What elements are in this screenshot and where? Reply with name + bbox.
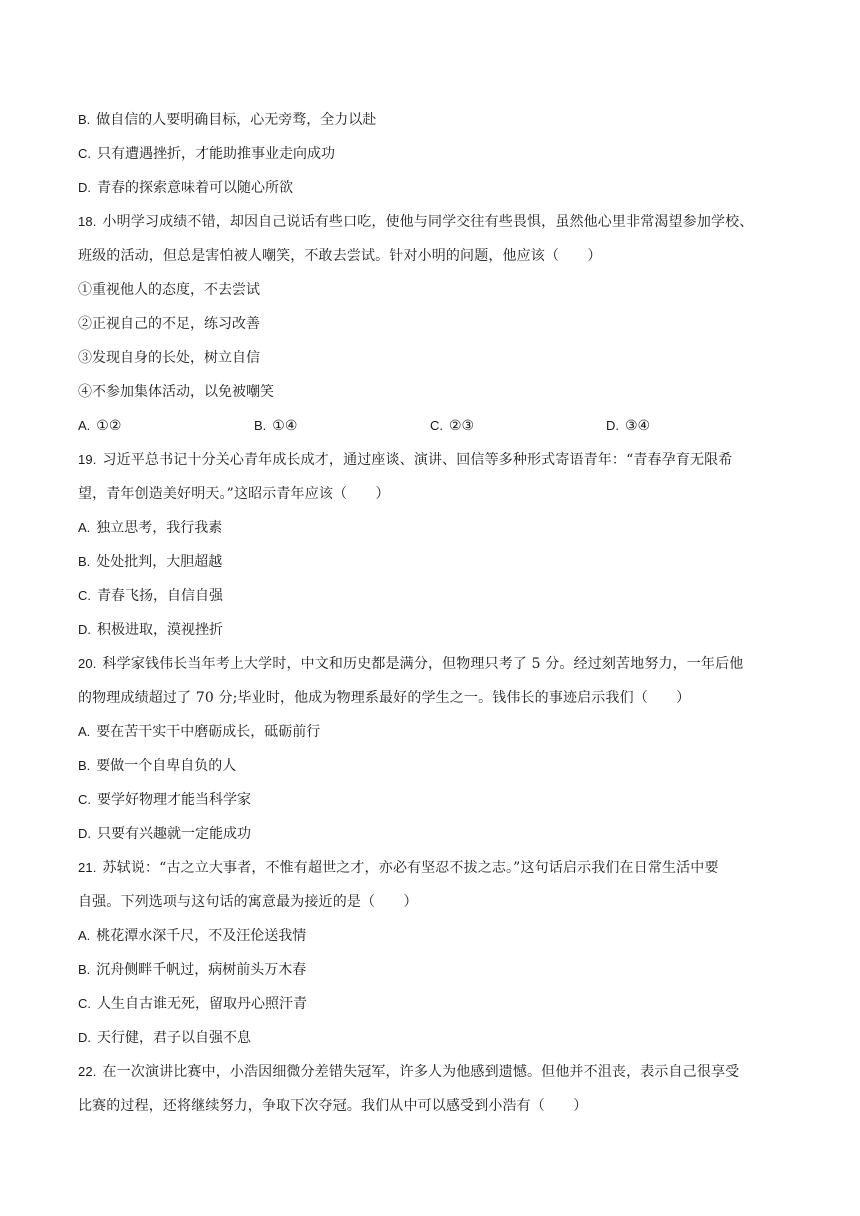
q17-option-d <box>78 178 784 198</box>
question-text: 望，青年创造美好明天。”这昭示青年应该（ ） <box>78 486 390 502</box>
question-number: 21. <box>78 860 97 875</box>
q18-statement-4: ④不参加集体活动，以免被嘲笑 <box>78 384 274 400</box>
question-number: 18. <box>78 214 97 229</box>
q22-stem-line-1 <box>78 1062 784 1082</box>
q21-option-b: B. 沉舟侧畔千帆过，病树前头万木春 <box>78 962 307 978</box>
question-number: 19. <box>78 452 97 467</box>
q19-option-d: D. 积极进取，漠视挫折 <box>78 622 223 638</box>
q19-option-a: A. 独立思考，我行我素 <box>78 520 223 536</box>
q21-option-d: D. 天行健，君子以自强不息 <box>78 1030 251 1046</box>
q18-statement-3: ③发现自身的长处，树立自信 <box>78 350 260 366</box>
q18-statement-1: ①重视他人的态度，不去尝试 <box>78 282 260 298</box>
question-text: 苏轼说：“古之立大事者，不惟有超世之才，亦必有坚忍不拔之志。”这句话启示我们在日常生活中要 <box>102 860 719 876</box>
q18-stem-line-2 <box>78 246 784 266</box>
question-number: 20. <box>78 656 97 671</box>
q20-option-c: C. 要学好物理才能当科学家 <box>78 792 251 808</box>
q20-option-a: A. 要在苦干实干中磨砺成长，砥砺前行 <box>78 724 321 740</box>
q19-stem-line-2 <box>78 484 784 504</box>
q17-option-c <box>78 144 784 164</box>
q18-statement-2: ②正视自己的不足，练习改善 <box>78 316 260 332</box>
q20-option-b: B. 要做一个自卑自负的人 <box>78 758 237 774</box>
question-text: 的物理成绩超过了 70 分;毕业时，他成为物理系最好的学生之一。钱伟长的事迹启示我们（ ） <box>78 690 691 706</box>
question-text: 班级的活动，但总是害怕被人嘲笑，不敢去尝试。针对小明的问题，他应该（ ） <box>78 248 602 264</box>
q17-option-b <box>78 110 784 130</box>
q21-option-c: C. 人生自古谁无死，留取丹心照汗青 <box>78 996 307 1012</box>
question-text: 习近平总书记十分关心青年成长成才，通过座谈、演讲、回信等多种形式寄语青年：“青春孕育无限希 <box>102 452 733 468</box>
q20-option-d: D. 只要有兴趣就一定能成功 <box>78 826 251 842</box>
option-label: C. <box>78 146 91 161</box>
q18-option-b: B. ①④ <box>254 418 298 434</box>
q22-stem-line-2 <box>78 1096 784 1116</box>
q18-option-d: D. ③④ <box>606 418 651 434</box>
q18-option-c: C. ②③ <box>430 418 475 434</box>
option-text: 青春的探索意味着可以随心所欲 <box>97 180 293 196</box>
question-text: 自强。下列选项与这句话的寓意最为接近的是（ ） <box>78 894 418 910</box>
option-text: 只有遭遇挫折，才能助推事业走向成功 <box>97 146 335 162</box>
option-label: B. <box>78 112 91 127</box>
question-text: 科学家钱伟长当年考上大学时，中文和历史都是满分，但物理只考了 5 分。经过刻苦地努力，一年后他 <box>102 656 744 672</box>
q18-option-a: A. ①② <box>78 418 122 434</box>
q21-option-a: A. 桃花潭水深千尺，不及汪伦送我情 <box>78 928 307 944</box>
option-label: D. <box>78 180 91 195</box>
option-text: 做自信的人要明确目标，心无旁骛，全力以赴 <box>96 112 377 128</box>
question-number: 22. <box>78 1064 97 1079</box>
q21-stem-line-1 <box>78 858 784 878</box>
q21-stem-line-2 <box>78 892 784 912</box>
q20-stem-line-2 <box>78 688 784 708</box>
q18-options-row <box>78 416 798 436</box>
q18-stem-line-1 <box>78 212 784 232</box>
q19-stem-line-1 <box>78 450 784 470</box>
q19-option-c: C. 青春飞扬，自信自强 <box>78 588 223 604</box>
question-text: 比赛的过程，还将继续努力，争取下次夺冠。我们从中可以感受到小浩有（ ） <box>78 1098 588 1114</box>
q20-stem-line-1 <box>78 654 784 674</box>
q19-option-b: B. 处处批判，大胆超越 <box>78 554 223 570</box>
question-text: 小明学习成绩不错，却因自己说话有些口吃，使他与同学交往有些畏惧，虽然他心里非常渴望参加学校、 <box>102 214 754 230</box>
question-text: 在一次演讲比赛中，小浩因细微分差错失冠军，许多人为他感到遗憾。但他并不沮丧，表示自己很享受 <box>102 1064 740 1080</box>
